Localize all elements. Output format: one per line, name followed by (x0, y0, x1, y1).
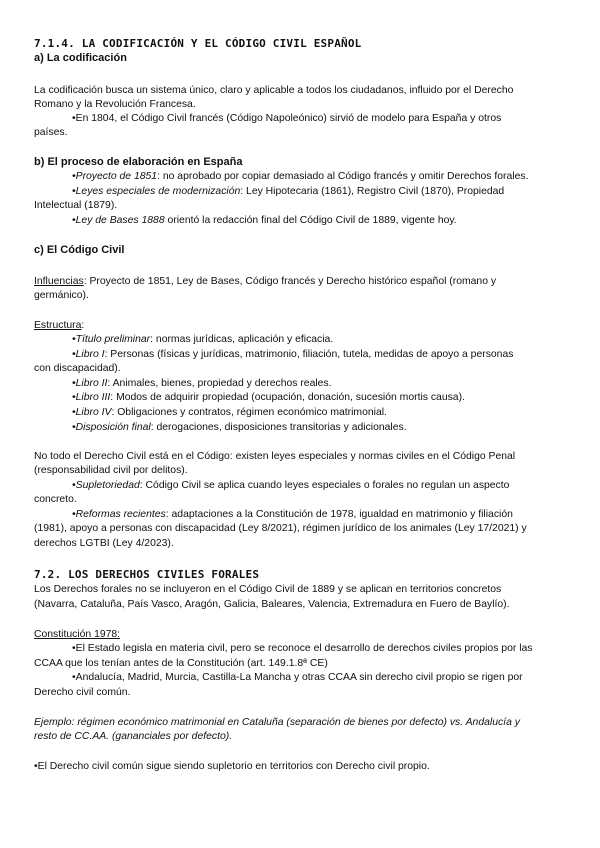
example-line: Ejemplo: régimen económico matrimonial en Cataluña (separación de bienes por defecto) vs. Andalucía y (34, 717, 520, 728)
paragraph-line: concreto. (34, 494, 77, 505)
bullet-item (72, 348, 513, 361)
paragraph-line: Intelectual (1879). (34, 200, 118, 211)
paragraph-line: germánico). (34, 290, 89, 301)
bullet-item (72, 214, 457, 227)
bullet-item: •En 1804, el Código Civil francés (Código Napoleónico) sirvió de modelo para España y otros (72, 113, 502, 124)
emphasis-term: •Proyecto de 1851 (72, 171, 158, 182)
bullet-item (72, 185, 504, 198)
estructura-colon: : (81, 320, 85, 331)
bullet-text: : Obligaciones y contratos, régimen económico matrimonial. (111, 407, 387, 418)
paragraph-line: (1981), apoyo a personas con discapacidad (Ley 8/2021), régimen jurídico de los animales (Ley 17/2021) y (34, 523, 527, 534)
bullet-item (72, 479, 509, 492)
influencias-text: : Proyecto de 1851, Ley de Bases, Código francés y Derecho histórico español (romano y (83, 276, 497, 287)
paragraph-line: con discapacidad). (34, 363, 121, 374)
label-influencias: Influencias (34, 276, 84, 287)
bullet-item (72, 421, 407, 434)
bullet-item (72, 170, 528, 183)
bullet-item (72, 391, 465, 404)
bullet-text: orientó la redacción final del Código Civil de 1889, vigente hoy. (164, 215, 457, 226)
paragraph-line: (responsabilidad civil por delitos). (34, 465, 188, 476)
paragraph-line: Romano y la Revolución Francesa. (34, 99, 196, 110)
heading-constitucion-1978: Constitución 1978: (34, 629, 121, 640)
paragraph-line: CCAA que los tenían antes de la Constitución (art. 149.1.8ª CE) (34, 658, 328, 669)
bullet-text: : Modos de adquirir propiedad (ocupación, donación, sucesión mortis causa). (110, 392, 465, 403)
estructura-line (34, 319, 84, 332)
emphasis-term: •Libro IV (72, 407, 112, 418)
bullet-text: : Personas (físicas y jurídicas, matrimonio, filiación, tutela, medidas de apoyo a personas (104, 349, 514, 360)
bullet-text: : derogaciones, disposiciones transitorias y adicionales. (150, 422, 407, 433)
section-title-7-2: 7.2. LOS DERECHOS CIVILES FORALES (34, 568, 260, 581)
paragraph-line: La codificación busca un sistema único, claro y aplicable a todos los ciudadanos, influido por el Derecho (34, 85, 514, 96)
emphasis-term: •Libro I (72, 349, 105, 360)
emphasis-term: •Reformas recientes (72, 509, 166, 520)
heading-c-codigo-civil: c) El Código Civil (34, 244, 125, 256)
bullet-item (72, 333, 333, 346)
emphasis-term: •Título preliminar (72, 334, 151, 345)
emphasis-term: •Leyes especiales de modernización (72, 186, 241, 197)
bullet-text: : normas jurídicas, aplicación y eficacia. (150, 334, 334, 345)
emphasis-term: •Libro II (72, 378, 108, 389)
heading-a-codificacion: a) La codificación (34, 52, 127, 64)
paragraph-line: Derecho civil común. (34, 687, 131, 698)
bullet-text: : adaptaciones a la Constitución de 1978, igualdad en matrimonio y filiación (165, 509, 513, 520)
paragraph-line: países. (34, 127, 68, 138)
paragraph-line: derechos LGTBI (Ley 4/2023). (34, 538, 174, 549)
emphasis-term: •Ley de Bases 1888 (72, 215, 165, 226)
bullet-item (72, 406, 387, 419)
bullet-item: •El Estado legisla en materia civil, pero se reconoce el desarrollo de derechos civiles propios por las (72, 643, 533, 654)
paragraph-line: No todo el Derecho Civil está en el Código: existen leyes especiales y normas civiles en el Código Penal (34, 451, 516, 462)
example-line: resto de CC.AA. (gananciales por defecto). (34, 731, 233, 742)
label-estructura: Estructura (34, 320, 82, 331)
bullet-text: : Código Civil se aplica cuando leyes especiales o forales no regulan un aspecto (139, 480, 510, 491)
bullet-item: •El Derecho civil común sigue siendo supletorio en territorios con Derecho civil propio. (34, 761, 430, 772)
bullet-text: : Ley Hipotecaria (1861), Registro Civil (1870), Propiedad (240, 186, 505, 197)
emphasis-term: •Disposición final (72, 422, 151, 433)
paragraph-line: Los Derechos forales no se incluyeron en el Código Civil de 1889 y se aplican en territorios concretos (34, 584, 502, 595)
bullet-item (72, 508, 513, 521)
bullet-item: •Andalucía, Madrid, Murcia, Castilla-La Mancha y otras CCAA sin derecho civil propio se rigen por (72, 672, 523, 683)
bullet-text: : no aprobado por copiar demasiado al Código francés y omitir Derechos forales. (157, 171, 529, 182)
emphasis-term: •Supletoriedad (72, 480, 140, 491)
bullet-text: : Animales, bienes, propiedad y derechos reales. (107, 378, 332, 389)
heading-b-proceso: b) El proceso de elaboración en España (34, 156, 243, 168)
section-title-7-1-4: 7.1.4. LA CODIFICACIÓN Y EL CÓDIGO CIVIL ESPAÑOL (34, 37, 362, 50)
emphasis-term: •Libro III (72, 392, 111, 403)
paragraph-line: (Navarra, Cataluña, País Vasco, Aragón, Galicia, Baleares, Valencia, Extremadura en Fuero de Baylío). (34, 599, 510, 610)
bullet-item (72, 377, 332, 390)
influencias-line (34, 275, 496, 288)
